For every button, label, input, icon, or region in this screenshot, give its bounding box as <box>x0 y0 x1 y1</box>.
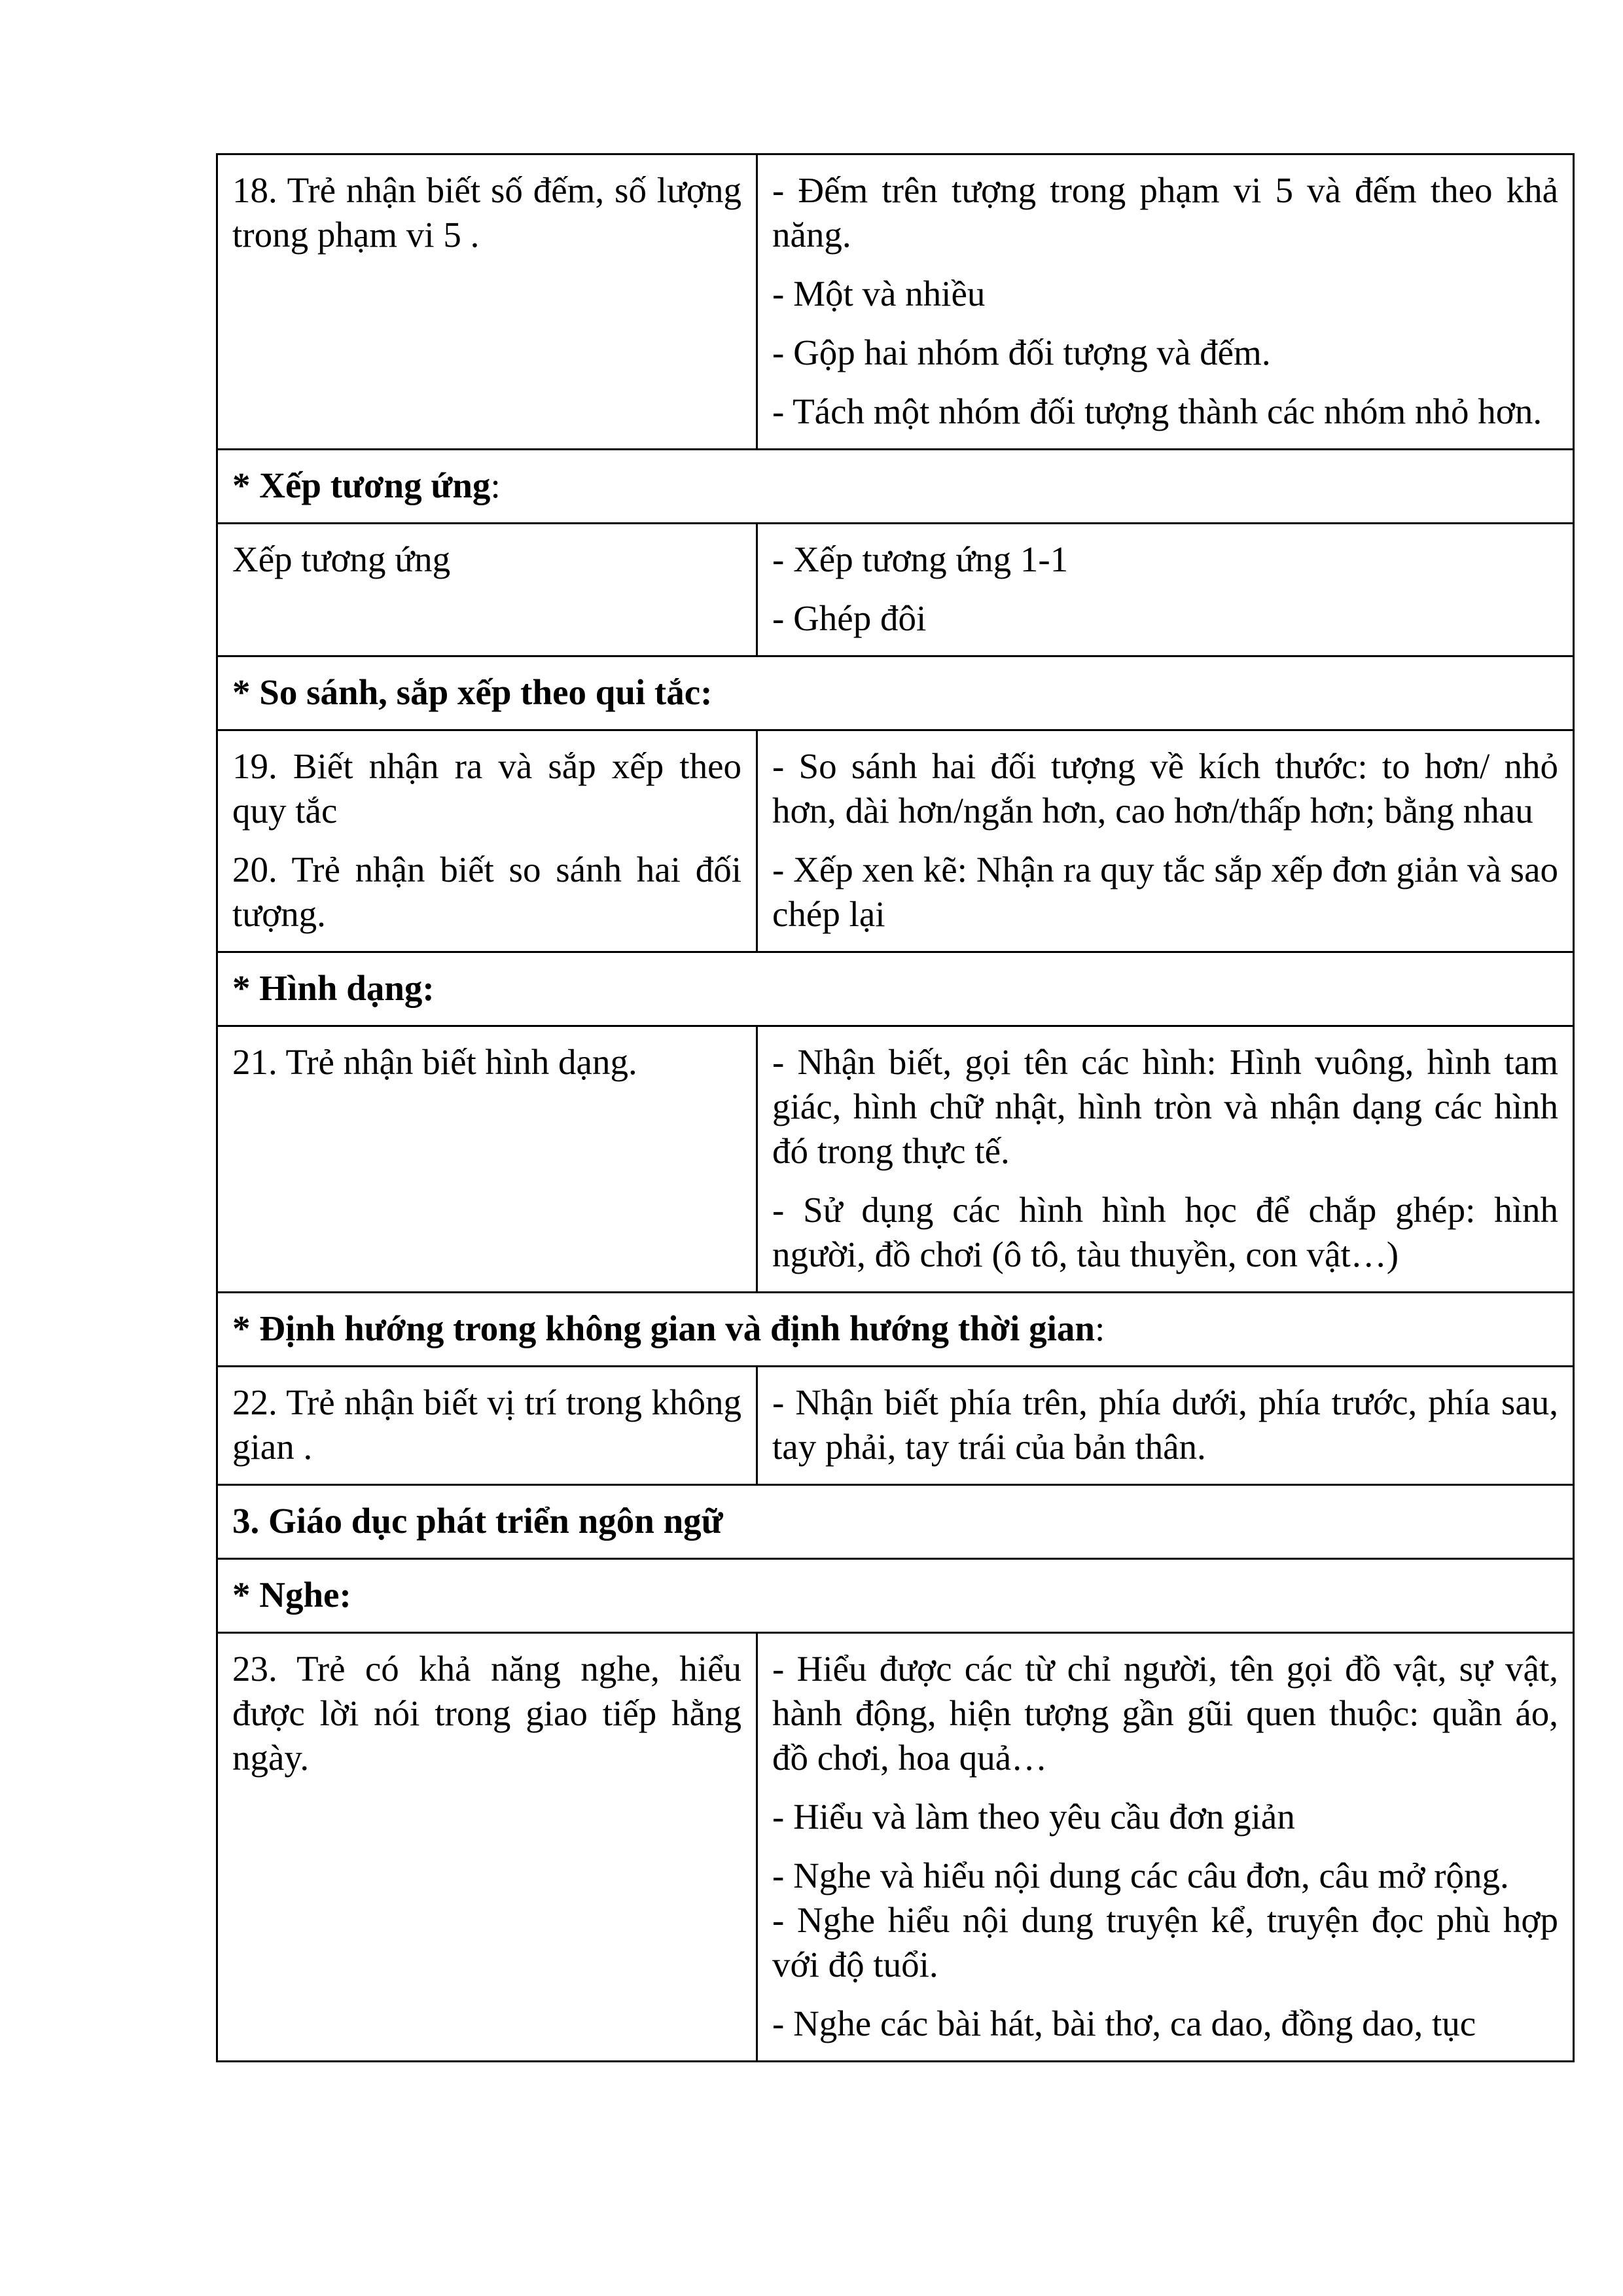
content-item: - Nghe và hiểu nội dung các câu đơn, câu mở rộng. <box>772 1856 1509 1895</box>
content-item: - Nhận biết, gọi tên các hình: Hình vuông, hình tam giác, hình chữ nhật, hình tròn và nhận dạng các hình đó trong thực tế. <box>772 1042 1558 1171</box>
content-cell <box>757 730 1574 952</box>
curriculum-table <box>216 153 1575 2062</box>
table-row <box>217 1026 1574 1293</box>
section-heading-text: 3. Giáo dục phát triển ngôn ngữ <box>232 1501 723 1541</box>
goal-text: 19. Biết nhận ra và sắp xếp theo quy tắc <box>232 746 741 831</box>
table-row <box>217 1633 1574 2062</box>
goal-text: Xếp tương ứng <box>232 539 451 579</box>
content-cell <box>757 154 1574 450</box>
table-row <box>217 1367 1574 1485</box>
section-row <box>217 1485 1574 1559</box>
goal-text: 18. Trẻ nhận biết số đếm, số lượng trong phạm vi 5 . <box>232 170 741 255</box>
content-item: - Gộp hai nhóm đối tượng và đếm. <box>772 332 1271 372</box>
section-row <box>217 656 1574 730</box>
section-heading-text: * Xếp tương ứng <box>232 465 491 505</box>
content-item: - Nghe hiểu nội dung truyện kể, truyện đọc phù hợp với độ tuổi. <box>772 1900 1558 1984</box>
content-item: - Sử dụng các hình hình học để chắp ghép: hình người, đồ chơi (ô tô, tàu thuyền, con vật…) <box>772 1190 1558 1274</box>
content-cell <box>757 1367 1574 1485</box>
content-cell <box>757 1026 1574 1293</box>
goal-text: 22. Trẻ nhận biết vị trí trong không gian . <box>232 1382 741 1467</box>
goal-text: 21. Trẻ nhận biết hình dạng. <box>232 1042 637 1082</box>
content-item: - Xếp tương ứng 1-1 <box>772 539 1069 579</box>
section-heading-text: * So sánh, sắp xếp theo qui tắc: <box>232 672 713 712</box>
table-row <box>217 524 1574 656</box>
content-item: - Tách một nhóm đối tượng thành các nhóm nhỏ hơn. <box>772 391 1543 431</box>
goal-cell <box>217 1633 757 2062</box>
section-heading <box>217 1485 1574 1559</box>
content-item: - Một và nhiều <box>772 274 986 314</box>
content-item: - Hiểu được các từ chỉ người, tên gọi đồ vật, sự vật, hành động, hiện tượng gần gũi quen thuộc: quần áo, đồ chơi, hoa quả… <box>772 1649 1558 1778</box>
section-heading <box>217 1559 1574 1633</box>
goal-cell <box>217 1367 757 1485</box>
content-item: - Xếp xen kẽ: Nhận ra quy tắc sắp xếp đơn giản và sao chép lại <box>772 850 1558 934</box>
section-heading <box>217 952 1574 1026</box>
goal-text: 23. Trẻ có khả năng nghe, hiểu được lời nói trong giao tiếp hằng ngày. <box>232 1649 741 1778</box>
goal-cell <box>217 524 757 656</box>
section-heading-suffix: : <box>490 465 501 505</box>
section-row <box>217 1559 1574 1633</box>
content-item: - Nhận biết phía trên, phía dưới, phía trước, phía sau, tay phải, tay trái của bản thân. <box>772 1382 1558 1467</box>
content-item: - So sánh hai đối tượng về kích thước: to hơn/ nhỏ hơn, dài hơn/ngắn hơn, cao hơn/thấp hơn; bằng nhau <box>772 746 1558 831</box>
content-item: - Đếm trên tượng trong phạm vi 5 và đếm theo khả năng. <box>772 170 1558 255</box>
section-row <box>217 450 1574 524</box>
section-row <box>217 1293 1574 1367</box>
table-row <box>217 154 1574 450</box>
section-row <box>217 952 1574 1026</box>
goal-cell <box>217 154 757 450</box>
section-heading <box>217 450 1574 524</box>
goal-text: 20. Trẻ nhận biết so sánh hai đối tượng. <box>232 850 741 934</box>
goal-cell <box>217 730 757 952</box>
section-heading <box>217 1293 1574 1367</box>
section-heading-text: * Nghe: <box>232 1575 351 1615</box>
goal-cell <box>217 1026 757 1293</box>
section-heading-suffix: : <box>1094 1308 1105 1348</box>
content-item: - Nghe các bài hát, bài thơ, ca dao, đồng dao, tục <box>772 2003 1476 2043</box>
section-heading-text: * Hình dạng: <box>232 968 435 1008</box>
section-heading-text: * Định hướng trong không gian và định hướng thời gian <box>232 1308 1095 1348</box>
section-heading <box>217 656 1574 730</box>
table-row <box>217 730 1574 952</box>
content-cell <box>757 524 1574 656</box>
content-cell <box>757 1633 1574 2062</box>
content-item: - Hiểu và làm theo yêu cầu đơn giản <box>772 1797 1295 1837</box>
content-item: - Ghép đôi <box>772 598 927 638</box>
